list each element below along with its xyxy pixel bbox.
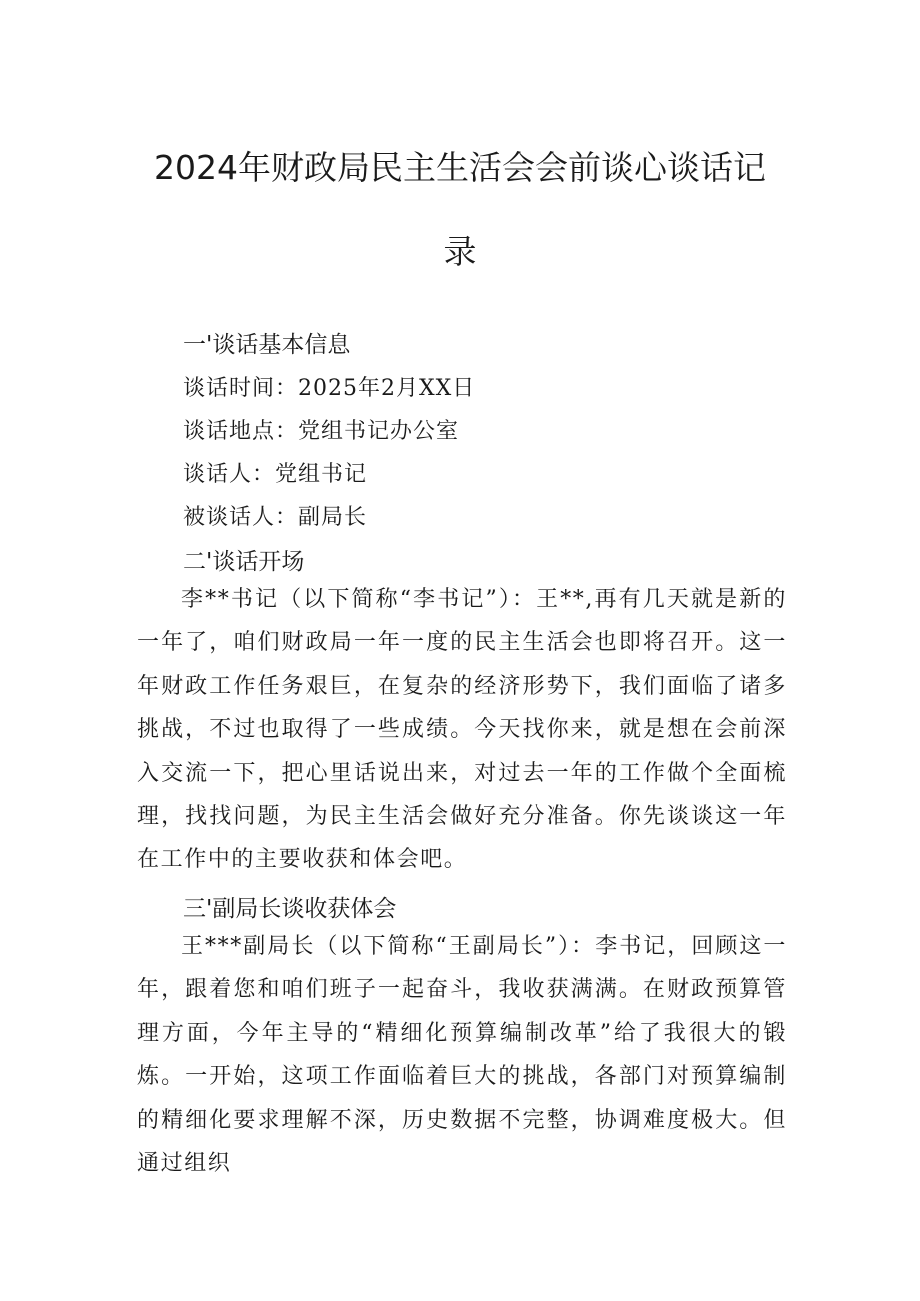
interview-time: 谈话时间：2025年2月XX日 (183, 376, 476, 401)
section-1-heading: 一'谈话基本信息 (183, 332, 351, 358)
section-3-paragraph: 王***副局长（以下简称“王副局长”）：李书记，回顾这一年，跟着您和咱们班子一起奋斗，我收获满满。在财政预算管理方面，今年主导的“精细化预算编制改革”给了我很大的锻炼。一开始，这项工作面临着巨大的挑战，各部门对预算编制的精细化要求理解不深，历史数据不完整，协调难度极大。但通过组织 (137, 934, 787, 1177)
section-2-paragraph: 李**书记（以下简称“李书记”）：王**,再有几天就是新的一年了，咱们财政局一年一度的民主生活会也即将召开。这一年财政工作任务艰巨，在复杂的经济形势下，我们面临了诸多挑战，不过也取得了一些成绩。今天找你来，就是想在会前深入交流一下，把心里话说出来，对过去一年的工作做个全面梳理，找找问题，为民主生活会做好充分准备。你先谈谈这一年在工作中的主要收获和体会吧。 (137, 587, 787, 873)
interview-place: 谈话地点：党组书记办公室 (183, 419, 460, 444)
document-title-line-2: 录 (443, 232, 477, 271)
section-3-heading: 三'副局长谈收获体会 (183, 896, 397, 922)
interviewee: 被谈话人：副局长 (183, 505, 368, 530)
document-title-line-1: 2024年财政局民主生活会会前谈心谈话记 (154, 148, 766, 187)
section-2-heading: 二'谈话开场 (183, 549, 305, 575)
interviewer: 谈话人：党组书记 (183, 462, 368, 487)
